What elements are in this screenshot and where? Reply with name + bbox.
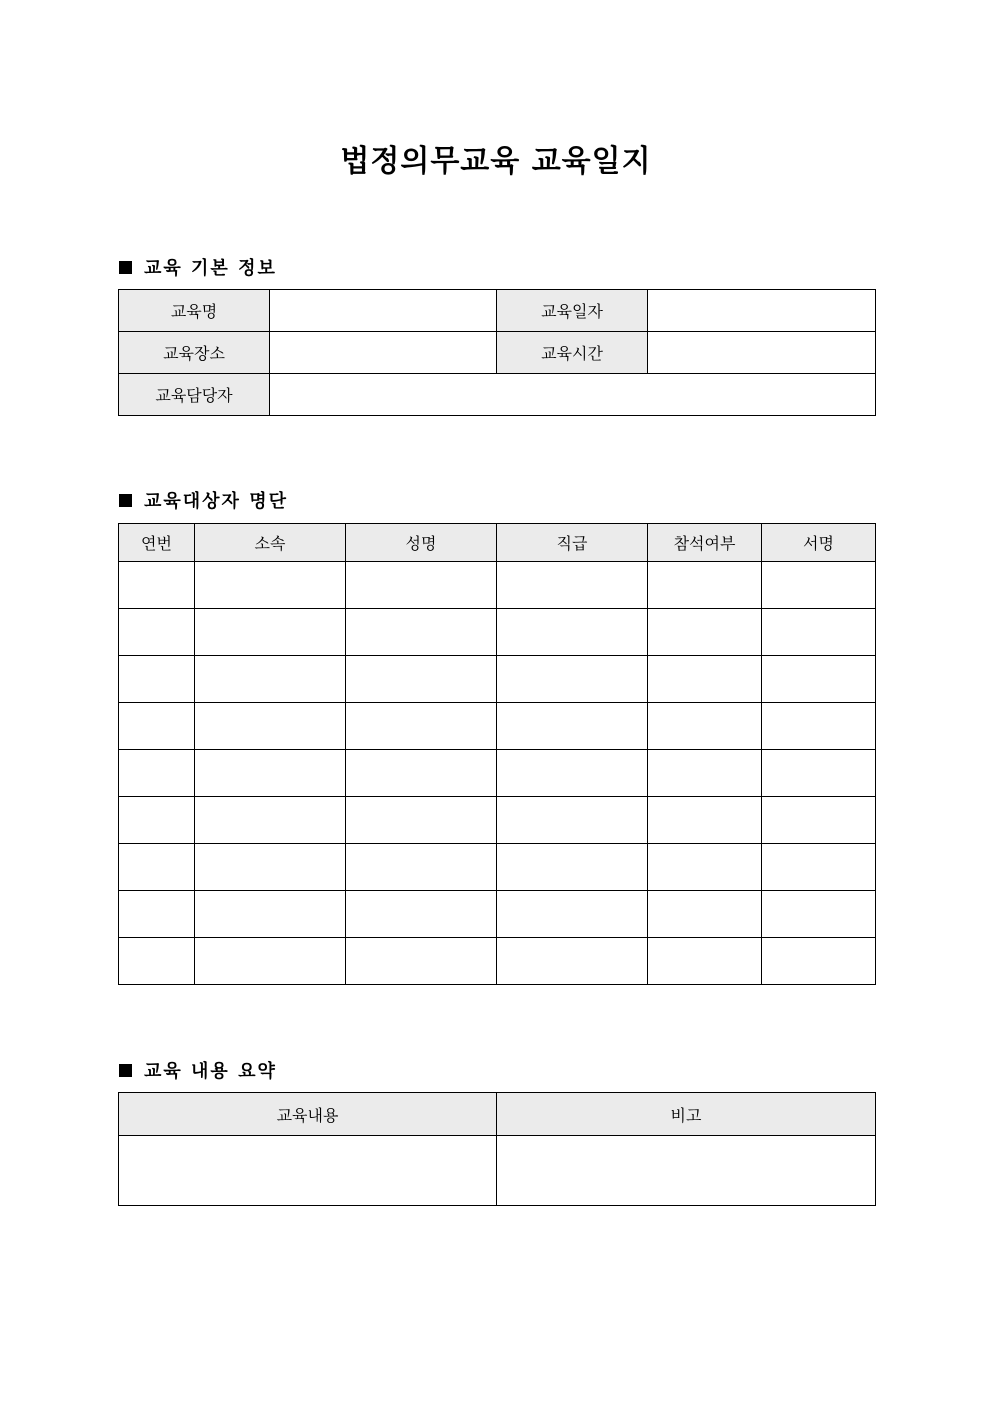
cell-signature[interactable]: [762, 797, 876, 844]
cell-signature[interactable]: [762, 938, 876, 985]
table-row: [119, 656, 876, 703]
cell-affiliation[interactable]: [195, 609, 346, 656]
table-row: [119, 938, 876, 985]
cell-attendance[interactable]: [648, 750, 762, 797]
cell-signature[interactable]: [762, 844, 876, 891]
cell-name[interactable]: [346, 656, 497, 703]
cell-position[interactable]: [497, 844, 648, 891]
cell-attendance[interactable]: [648, 562, 762, 609]
cell-name[interactable]: [346, 938, 497, 985]
field-education-date[interactable]: [648, 290, 876, 332]
cell-affiliation[interactable]: [195, 562, 346, 609]
table-row: [119, 750, 876, 797]
section-heading-label: 교육 내용 요약: [144, 1061, 277, 1082]
basic-info-table: [118, 289, 876, 416]
table-row: [119, 703, 876, 750]
cell-number[interactable]: [119, 844, 195, 891]
cell-signature[interactable]: [762, 750, 876, 797]
cell-affiliation[interactable]: [195, 891, 346, 938]
cell-signature[interactable]: [762, 609, 876, 656]
table-row: [119, 891, 876, 938]
cell-name[interactable]: [346, 797, 497, 844]
cell-affiliation[interactable]: [195, 938, 346, 985]
column-header-signature: 서명: [762, 524, 876, 562]
summary-table: [118, 1092, 876, 1206]
cell-signature[interactable]: [762, 703, 876, 750]
cell-position[interactable]: [497, 609, 648, 656]
roster-table: [118, 523, 876, 985]
table-row: [119, 797, 876, 844]
cell-number[interactable]: [119, 562, 195, 609]
field-education-name[interactable]: [270, 290, 497, 332]
cell-number[interactable]: [119, 750, 195, 797]
cell-signature[interactable]: [762, 891, 876, 938]
page-title: 법정의무교육 교육일지: [340, 144, 652, 179]
label-education-place: 교육장소: [119, 332, 270, 374]
label-education-manager: 교육담당자: [119, 374, 270, 416]
cell-name[interactable]: [346, 609, 497, 656]
cell-name[interactable]: [346, 703, 497, 750]
cell-position[interactable]: [497, 797, 648, 844]
cell-affiliation[interactable]: [195, 703, 346, 750]
cell-signature[interactable]: [762, 656, 876, 703]
cell-attendance[interactable]: [648, 703, 762, 750]
square-bullet-icon: [119, 1064, 132, 1077]
section-heading-label: 교육 기본 정보: [144, 258, 277, 279]
cell-position[interactable]: [497, 891, 648, 938]
section-heading-summary: [119, 1057, 277, 1083]
column-header-affiliation: 소속: [195, 524, 346, 562]
field-education-content[interactable]: [119, 1136, 497, 1206]
column-header-remarks: 비고: [497, 1093, 876, 1136]
cell-affiliation[interactable]: [195, 750, 346, 797]
cell-affiliation[interactable]: [195, 844, 346, 891]
table-row: [119, 609, 876, 656]
cell-number[interactable]: [119, 891, 195, 938]
cell-position[interactable]: [497, 656, 648, 703]
cell-signature[interactable]: [762, 562, 876, 609]
field-education-time[interactable]: [648, 332, 876, 374]
cell-attendance[interactable]: [648, 656, 762, 703]
cell-name[interactable]: [346, 891, 497, 938]
label-education-time: 교육시간: [497, 332, 648, 374]
square-bullet-icon: [119, 494, 132, 507]
cell-attendance[interactable]: [648, 797, 762, 844]
field-remarks[interactable]: [497, 1136, 876, 1206]
label-education-name: 교육명: [119, 290, 270, 332]
cell-number[interactable]: [119, 797, 195, 844]
column-header-name: 성명: [346, 524, 497, 562]
cell-name[interactable]: [346, 750, 497, 797]
section-heading-label: 교육대상자 명단: [144, 491, 288, 512]
cell-attendance[interactable]: [648, 891, 762, 938]
cell-name[interactable]: [346, 844, 497, 891]
table-row: [119, 562, 876, 609]
cell-position[interactable]: [497, 938, 648, 985]
section-heading-basic-info: [119, 254, 277, 280]
label-education-date: 교육일자: [497, 290, 648, 332]
square-bullet-icon: [119, 261, 132, 274]
column-header-attendance: 참석여부: [648, 524, 762, 562]
roster-body: [119, 562, 876, 985]
column-header-content: 교육내용: [119, 1093, 497, 1136]
cell-attendance[interactable]: [648, 609, 762, 656]
section-heading-roster: [119, 487, 288, 513]
cell-attendance[interactable]: [648, 938, 762, 985]
cell-position[interactable]: [497, 750, 648, 797]
field-education-manager[interactable]: [270, 374, 876, 416]
cell-position[interactable]: [497, 562, 648, 609]
cell-name[interactable]: [346, 562, 497, 609]
table-row: [119, 844, 876, 891]
cell-position[interactable]: [497, 703, 648, 750]
cell-number[interactable]: [119, 656, 195, 703]
cell-affiliation[interactable]: [195, 656, 346, 703]
field-education-place[interactable]: [270, 332, 497, 374]
column-header-number: 연번: [119, 524, 195, 562]
column-header-position: 직급: [497, 524, 648, 562]
cell-affiliation[interactable]: [195, 797, 346, 844]
cell-attendance[interactable]: [648, 844, 762, 891]
cell-number[interactable]: [119, 938, 195, 985]
cell-number[interactable]: [119, 609, 195, 656]
cell-number[interactable]: [119, 703, 195, 750]
